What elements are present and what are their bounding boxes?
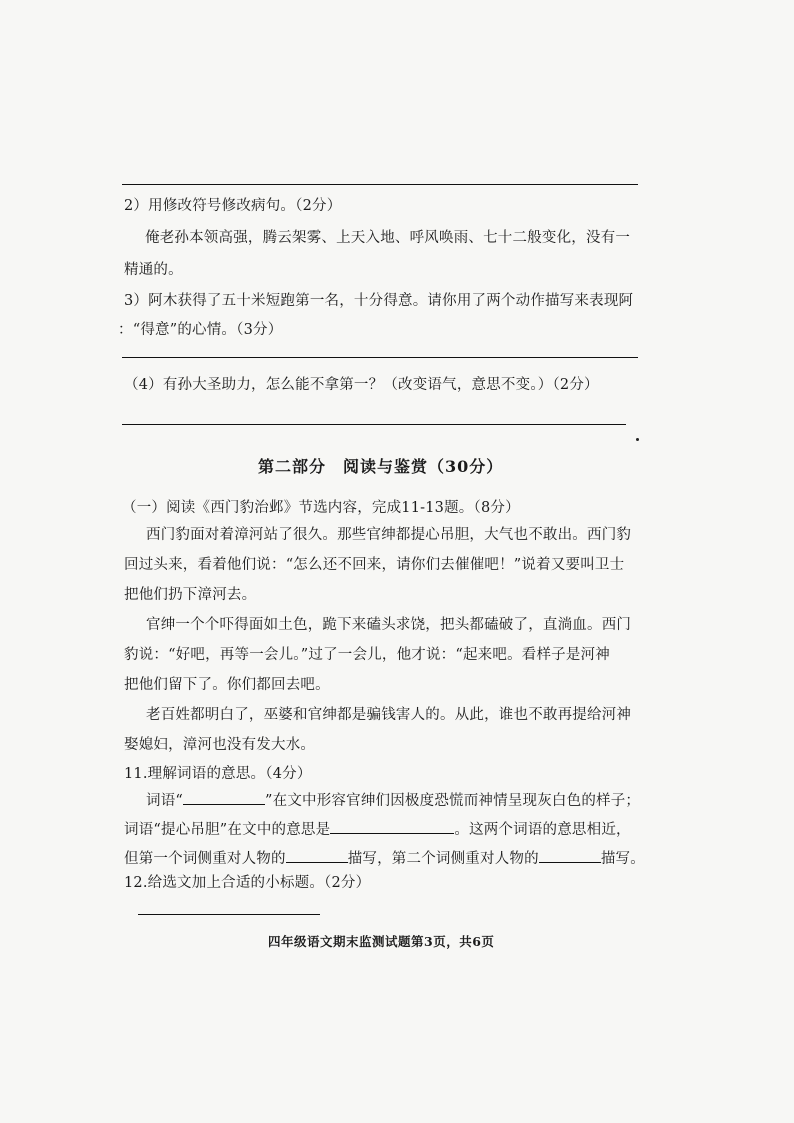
passage-p2-line3: 把他们留下了。你们都回去吧。 bbox=[124, 677, 330, 693]
q11-blank-meaning[interactable] bbox=[330, 819, 454, 834]
q2-label: 2）用修改符号修改病句。（2分） bbox=[124, 198, 342, 214]
q2-sentence-line2: 精通的。 bbox=[124, 262, 183, 278]
q11-line3 bbox=[124, 847, 645, 868]
answer-line-q12[interactable] bbox=[138, 914, 320, 915]
q11-line1-prefix: 词语“ bbox=[146, 793, 184, 809]
q11-line3-prefix: 但第一个词侧重对人物的 bbox=[124, 851, 286, 867]
q2-sentence-line1: 俺老孙本领高强，腾云架雾、上天入地、呼风唤雨、七十二般变化，没有一 bbox=[145, 230, 631, 246]
q12-label: 12.给选文加上合适的小标题。（2分） bbox=[124, 875, 371, 891]
q11-blank-word[interactable] bbox=[183, 790, 265, 805]
q11-line2-suffix: 。这两个词语的意思相近， bbox=[454, 822, 631, 838]
q11-blank-type1[interactable] bbox=[286, 848, 348, 863]
q11-line3-middle: 描写，第二个词侧重对人物的 bbox=[347, 851, 539, 867]
q11-line1 bbox=[146, 789, 640, 810]
q3-label-line1: 3）阿木获得了五十米短跑第一名，十分得意。请你用了两个动作描写来表现阿 bbox=[124, 293, 634, 309]
answer-line-q4 bbox=[122, 424, 626, 425]
q11-line2-prefix: 词语“提心吊胆”在文中的意思是 bbox=[124, 822, 331, 838]
q11-line2 bbox=[124, 818, 631, 839]
passage-p1-line3: 把他们扔下漳河去。 bbox=[124, 587, 257, 603]
passage-p1-line2: 回过头来，看着他们说：“怎么还不回来，请你们去催催吧！”说着又要叫卫士 bbox=[124, 557, 625, 573]
answer-line-q3 bbox=[122, 357, 638, 358]
q11-line3-suffix: 描写。 bbox=[600, 851, 645, 867]
reading-intro: （一）阅读《西门豹治邺》节选内容，完成11-13题。（8分） bbox=[122, 500, 520, 516]
passage-p3-line1: 老百姓都明白了，巫婆和官绅都是骗钱害人的。从此，谁也不敢再提给河神 bbox=[146, 707, 632, 723]
q4-label: （4）有孙大圣助力，怎么能不拿第一？（改变语气，意思不变。）（2分） bbox=[124, 377, 599, 393]
q11-line1-suffix: ”在文中形容官绅们因极度恐慌而神情呈现灰白色的样子； bbox=[265, 793, 641, 809]
q11-blank-type2[interactable] bbox=[539, 848, 601, 863]
passage-p2-line1: 官绅一个个吓得面如土色，跪下来磕头求饶，把头都磕破了，直淌血。西门 bbox=[146, 617, 632, 633]
q3-label-line2: ：“得意”的心情。（3分） bbox=[118, 322, 283, 338]
passage-p3-line2: 娶媳妇，漳河也没有发大水。 bbox=[124, 737, 316, 753]
passage-p1-line1: 西门豹面对着漳河站了很久。那些官绅都提心吊胆，大气也不敢出。西门豹 bbox=[146, 527, 632, 543]
page-footer: 四年级语文期末监测试题第3页，共6页 bbox=[268, 934, 495, 949]
passage-p2-line2: 豹说：“好吧，再等一会儿。”过了一会儿，他才说：“起来吧。看样子是河神 bbox=[124, 647, 610, 663]
scan-speck bbox=[636, 438, 639, 441]
section-title: 第二部分 阅读与鉴赏（30分） bbox=[258, 457, 504, 476]
q11-label: 11.理解词语的意思。（4分） bbox=[124, 766, 312, 782]
answer-line-q1 bbox=[122, 184, 638, 185]
